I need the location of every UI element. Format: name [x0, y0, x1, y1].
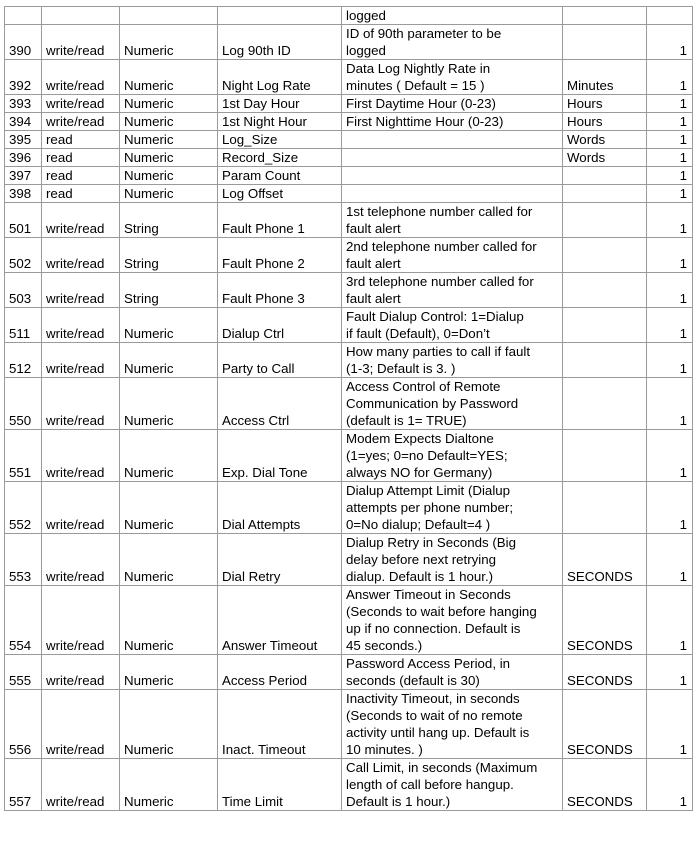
- cell-count: 1: [647, 60, 693, 95]
- cell-id: 501: [5, 203, 42, 238]
- cell-count: 1: [647, 95, 693, 113]
- cell-description: 2nd telephone number called for fault alert: [342, 238, 563, 273]
- cell-units: [563, 308, 647, 343]
- cell-access: read: [42, 131, 120, 149]
- cell-units: Minutes: [563, 60, 647, 95]
- cell-id: 556: [5, 690, 42, 759]
- cell-name: Dial Retry: [218, 534, 342, 586]
- cell-count: 1: [647, 113, 693, 131]
- cell-access: write/read: [42, 25, 120, 60]
- cell-name: Dialup Ctrl: [218, 308, 342, 343]
- cell-access: write/read: [42, 343, 120, 378]
- table-row: [5, 167, 693, 185]
- cell-type: [120, 7, 218, 25]
- cell-units: Hours: [563, 95, 647, 113]
- cell-description: Fault Dialup Control: 1=Dialup if fault (Default), 0=Don’t: [342, 308, 563, 343]
- cell-units: [563, 378, 647, 430]
- table-body: [5, 7, 693, 811]
- table-row: [5, 7, 693, 25]
- cell-access: write/read: [42, 60, 120, 95]
- cell-description: First Daytime Hour (0-23): [342, 95, 563, 113]
- cell-type: Numeric: [120, 60, 218, 95]
- table-row: [5, 113, 693, 131]
- cell-access: read: [42, 149, 120, 167]
- cell-units: SECONDS: [563, 655, 647, 690]
- cell-id: 553: [5, 534, 42, 586]
- cell-type: Numeric: [120, 343, 218, 378]
- cell-units: [563, 25, 647, 60]
- cell-id: [5, 7, 42, 25]
- cell-description: [342, 131, 563, 149]
- cell-access: write/read: [42, 759, 120, 811]
- cell-type: Numeric: [120, 482, 218, 534]
- cell-access: write/read: [42, 378, 120, 430]
- cell-description: Data Log Nightly Rate in minutes ( Default = 15 ): [342, 60, 563, 95]
- cell-access: write/read: [42, 534, 120, 586]
- cell-count: 1: [647, 655, 693, 690]
- cell-name: 1st Night Hour: [218, 113, 342, 131]
- cell-type: Numeric: [120, 690, 218, 759]
- cell-access: write/read: [42, 690, 120, 759]
- cell-count: 1: [647, 131, 693, 149]
- cell-count: 1: [647, 167, 693, 185]
- cell-description: Dialup Attempt Limit (Dialup attempts per phone number; 0=No dialup; Default=4 ): [342, 482, 563, 534]
- cell-count: 1: [647, 343, 693, 378]
- cell-units: Words: [563, 131, 647, 149]
- cell-name: Log_Size: [218, 131, 342, 149]
- table-row: [5, 655, 693, 690]
- table-row: [5, 273, 693, 308]
- cell-units: Words: [563, 149, 647, 167]
- cell-type: Numeric: [120, 586, 218, 655]
- table-row: [5, 534, 693, 586]
- cell-name: Fault Phone 1: [218, 203, 342, 238]
- cell-name: Fault Phone 3: [218, 273, 342, 308]
- cell-type: String: [120, 203, 218, 238]
- cell-units: [563, 185, 647, 203]
- cell-type: Numeric: [120, 534, 218, 586]
- cell-units: [563, 430, 647, 482]
- cell-name: Answer Timeout: [218, 586, 342, 655]
- cell-name: Fault Phone 2: [218, 238, 342, 273]
- cell-type: Numeric: [120, 655, 218, 690]
- cell-type: Numeric: [120, 25, 218, 60]
- cell-access: write/read: [42, 308, 120, 343]
- cell-units: [563, 343, 647, 378]
- cell-id: 551: [5, 430, 42, 482]
- cell-count: 1: [647, 203, 693, 238]
- cell-description: [342, 185, 563, 203]
- cell-name: Night Log Rate: [218, 60, 342, 95]
- table-row: [5, 131, 693, 149]
- cell-type: String: [120, 273, 218, 308]
- cell-description: First Nighttime Hour (0-23): [342, 113, 563, 131]
- cell-count: 1: [647, 586, 693, 655]
- cell-id: 397: [5, 167, 42, 185]
- cell-name: Param Count: [218, 167, 342, 185]
- cell-description: ID of 90th parameter to be logged: [342, 25, 563, 60]
- table-row: [5, 308, 693, 343]
- cell-count: 1: [647, 690, 693, 759]
- cell-units: SECONDS: [563, 759, 647, 811]
- cell-units: SECONDS: [563, 586, 647, 655]
- cell-description: 1st telephone number called for fault alert: [342, 203, 563, 238]
- cell-description: [342, 167, 563, 185]
- cell-count: 1: [647, 378, 693, 430]
- cell-count: 1: [647, 25, 693, 60]
- cell-type: Numeric: [120, 759, 218, 811]
- cell-description: Inactivity Timeout, in seconds (Seconds to wait of no remote activity until hang up. Default is 10 minutes. ): [342, 690, 563, 759]
- cell-id: 511: [5, 308, 42, 343]
- table-row: [5, 343, 693, 378]
- cell-access: write/read: [42, 482, 120, 534]
- cell-name: [218, 7, 342, 25]
- cell-count: 1: [647, 759, 693, 811]
- cell-units: [563, 238, 647, 273]
- cell-type: Numeric: [120, 185, 218, 203]
- cell-id: 502: [5, 238, 42, 273]
- cell-id: 390: [5, 25, 42, 60]
- cell-name: Access Ctrl: [218, 378, 342, 430]
- cell-units: Hours: [563, 113, 647, 131]
- table-row: [5, 759, 693, 811]
- table-row: [5, 378, 693, 430]
- cell-id: 503: [5, 273, 42, 308]
- cell-description: Answer Timeout in Seconds (Seconds to wait before hanging up if no connection. Default is 45 seconds.): [342, 586, 563, 655]
- cell-id: 398: [5, 185, 42, 203]
- cell-id: 512: [5, 343, 42, 378]
- cell-type: Numeric: [120, 308, 218, 343]
- cell-name: Access Period: [218, 655, 342, 690]
- cell-type: Numeric: [120, 167, 218, 185]
- cell-id: 396: [5, 149, 42, 167]
- cell-count: 1: [647, 430, 693, 482]
- cell-count: 1: [647, 308, 693, 343]
- cell-count: 1: [647, 534, 693, 586]
- cell-id: 395: [5, 131, 42, 149]
- table-row: [5, 203, 693, 238]
- cell-type: String: [120, 238, 218, 273]
- cell-description: logged: [342, 7, 563, 25]
- cell-access: write/read: [42, 238, 120, 273]
- cell-description: [342, 149, 563, 167]
- cell-description: How many parties to call if fault (1-3; Default is 3. ): [342, 343, 563, 378]
- cell-count: 1: [647, 185, 693, 203]
- table-row: [5, 690, 693, 759]
- cell-access: write/read: [42, 113, 120, 131]
- table-row: [5, 238, 693, 273]
- table-row: [5, 586, 693, 655]
- cell-access: read: [42, 185, 120, 203]
- cell-name: Time Limit: [218, 759, 342, 811]
- cell-count: 1: [647, 273, 693, 308]
- cell-description: 3rd telephone number called for fault alert: [342, 273, 563, 308]
- cell-units: SECONDS: [563, 534, 647, 586]
- table-row: [5, 60, 693, 95]
- cell-name: 1st Day Hour: [218, 95, 342, 113]
- cell-description: Modem Expects Dialtone (1=yes; 0=no Default=YES; always NO for Germany): [342, 430, 563, 482]
- cell-description: Access Control of Remote Communication by Password (default is 1= TRUE): [342, 378, 563, 430]
- cell-name: Exp. Dial Tone: [218, 430, 342, 482]
- cell-units: [563, 7, 647, 25]
- table-row: [5, 95, 693, 113]
- cell-type: Numeric: [120, 113, 218, 131]
- cell-access: write/read: [42, 273, 120, 308]
- cell-description: Password Access Period, in seconds (default is 30): [342, 655, 563, 690]
- cell-type: Numeric: [120, 149, 218, 167]
- cell-access: write/read: [42, 203, 120, 238]
- cell-units: [563, 167, 647, 185]
- cell-access: write/read: [42, 586, 120, 655]
- cell-id: 550: [5, 378, 42, 430]
- cell-count: 1: [647, 238, 693, 273]
- table-row: [5, 25, 693, 60]
- cell-id: 393: [5, 95, 42, 113]
- cell-count: 1: [647, 149, 693, 167]
- cell-access: write/read: [42, 430, 120, 482]
- cell-id: 392: [5, 60, 42, 95]
- table-row: [5, 149, 693, 167]
- cell-type: Numeric: [120, 95, 218, 113]
- cell-type: Numeric: [120, 131, 218, 149]
- cell-id: 552: [5, 482, 42, 534]
- parameter-table: [4, 6, 693, 811]
- cell-description: Call Limit, in seconds (Maximum length of call before hangup. Default is 1 hour.): [342, 759, 563, 811]
- cell-access: [42, 7, 120, 25]
- cell-units: [563, 273, 647, 308]
- cell-id: 557: [5, 759, 42, 811]
- cell-units: [563, 203, 647, 238]
- table-row: [5, 430, 693, 482]
- cell-access: read: [42, 167, 120, 185]
- cell-name: Log Offset: [218, 185, 342, 203]
- cell-count: [647, 7, 693, 25]
- cell-description: Dialup Retry in Seconds (Big delay before next retrying dialup. Default is 1 hour.): [342, 534, 563, 586]
- cell-units: [563, 482, 647, 534]
- cell-id: 554: [5, 586, 42, 655]
- cell-units: SECONDS: [563, 690, 647, 759]
- cell-id: 555: [5, 655, 42, 690]
- cell-name: Log 90th ID: [218, 25, 342, 60]
- cell-access: write/read: [42, 655, 120, 690]
- cell-access: write/read: [42, 95, 120, 113]
- cell-count: 1: [647, 482, 693, 534]
- cell-name: Party to Call: [218, 343, 342, 378]
- cell-name: Dial Attempts: [218, 482, 342, 534]
- cell-id: 394: [5, 113, 42, 131]
- cell-name: Inact. Timeout: [218, 690, 342, 759]
- table-row: [5, 482, 693, 534]
- cell-type: Numeric: [120, 430, 218, 482]
- cell-type: Numeric: [120, 378, 218, 430]
- cell-name: Record_Size: [218, 149, 342, 167]
- table-row: [5, 185, 693, 203]
